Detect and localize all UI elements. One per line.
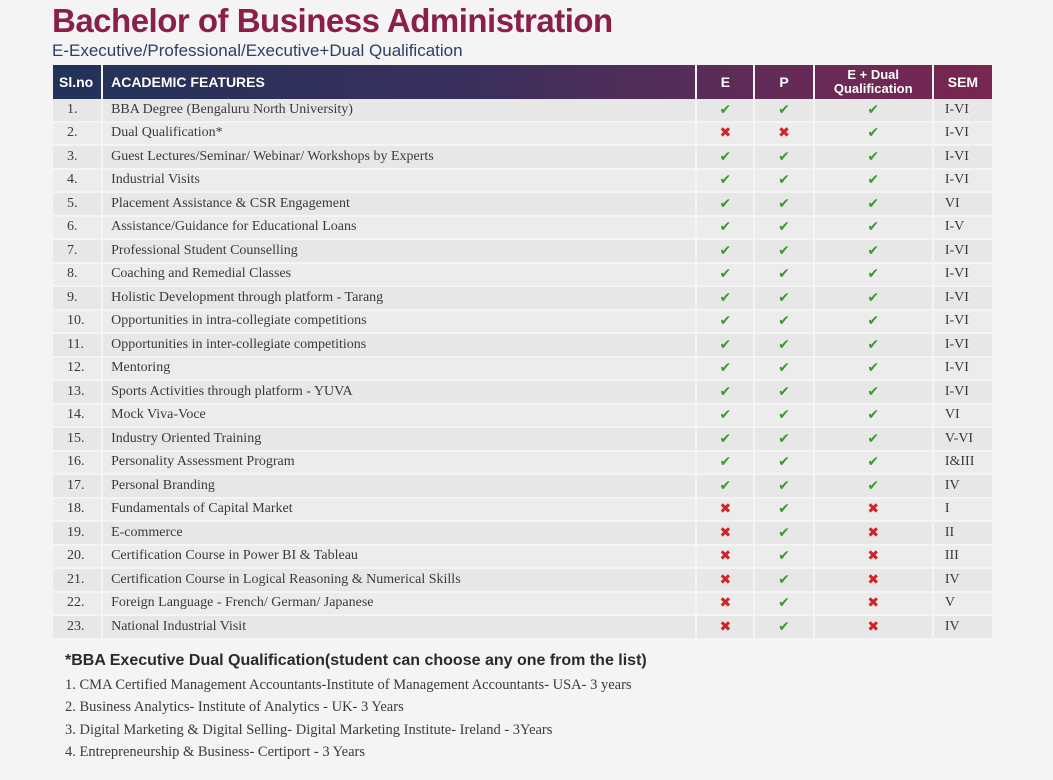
mark-dual [815, 381, 932, 405]
cross-icon: ✖ [719, 125, 732, 142]
mark-p [755, 123, 812, 147]
header-dual-line1: E + Dual [847, 67, 900, 82]
mark-p [755, 593, 812, 617]
semester-label: IV [934, 569, 992, 593]
mark-dual [815, 193, 932, 217]
row-number: 6. [53, 217, 101, 241]
table-row [53, 311, 992, 335]
mark-p [755, 381, 812, 405]
check-icon: ✔ [867, 125, 880, 142]
feature-label: Personality Assessment Program [103, 452, 695, 476]
page-subtitle: E-Executive/Professional/Executive+Dual Qualification [52, 41, 463, 60]
semester-label: I-VI [934, 170, 992, 194]
check-icon: ✔ [719, 360, 732, 377]
cross-icon: ✖ [719, 524, 732, 541]
semester-label: I-VI [934, 358, 992, 382]
cross-icon: ✖ [719, 571, 732, 588]
check-icon: ✔ [719, 242, 732, 259]
check-icon: ✔ [778, 548, 790, 565]
mark-dual [815, 546, 932, 570]
mark-dual [815, 334, 932, 358]
semester-label: II [934, 522, 992, 546]
table-row [53, 99, 992, 123]
mark-p [755, 616, 812, 640]
features-table [51, 65, 994, 640]
semester-label: III [934, 546, 992, 570]
row-number: 14. [53, 405, 101, 429]
check-icon: ✔ [867, 148, 880, 165]
mark-e [697, 334, 753, 358]
semester-label: I-VI [934, 240, 992, 264]
mark-dual [815, 240, 932, 264]
mark-p [755, 405, 812, 429]
feature-label: Mentoring [103, 358, 695, 382]
check-icon: ✔ [778, 242, 790, 259]
mark-dual [815, 405, 932, 429]
table-row [53, 264, 992, 288]
table-row [53, 287, 992, 311]
table-row [53, 146, 992, 170]
semester-label: I-VI [934, 287, 992, 311]
feature-label: National Industrial Visit [103, 616, 695, 640]
check-icon: ✔ [719, 313, 732, 330]
feature-label: E-commerce [103, 522, 695, 546]
cross-icon: ✖ [719, 501, 732, 518]
table-row [53, 170, 992, 194]
row-number: 23. [53, 616, 101, 640]
feature-label: Mock Viva-Voce [103, 405, 695, 429]
check-icon: ✔ [778, 313, 790, 330]
check-icon: ✔ [867, 289, 880, 306]
semester-label: I [934, 499, 992, 523]
check-icon: ✔ [778, 266, 790, 283]
check-icon: ✔ [778, 501, 790, 518]
semester-label: IV [934, 475, 992, 499]
check-icon: ✔ [867, 407, 880, 424]
header-dual-line2: Qualification [833, 81, 913, 96]
semester-label: IV [934, 616, 992, 640]
mark-e [697, 593, 753, 617]
mark-p [755, 264, 812, 288]
row-number: 8. [53, 264, 101, 288]
mark-e [697, 405, 753, 429]
row-number: 10. [53, 311, 101, 335]
mark-dual [815, 569, 932, 593]
mark-e [697, 123, 753, 147]
check-icon: ✔ [778, 101, 790, 118]
mark-p [755, 311, 812, 335]
table-body [53, 99, 992, 640]
check-icon: ✔ [719, 148, 732, 165]
mark-p [755, 240, 812, 264]
check-icon: ✔ [867, 313, 880, 330]
mark-dual [815, 146, 932, 170]
feature-label: Coaching and Remedial Classes [103, 264, 695, 288]
cross-icon: ✖ [867, 595, 880, 612]
mark-dual [815, 593, 932, 617]
table-row [53, 452, 992, 476]
feature-label: Sports Activities through platform - YUVA [103, 381, 695, 405]
check-icon: ✔ [719, 195, 732, 212]
check-icon: ✔ [867, 172, 880, 189]
check-icon: ✔ [778, 289, 790, 306]
row-number: 17. [53, 475, 101, 499]
check-icon: ✔ [778, 195, 790, 212]
mark-dual [815, 522, 932, 546]
semester-label: V-VI [934, 428, 992, 452]
check-icon: ✔ [719, 336, 732, 353]
footnote-item: 2. Business Analytics- Institute of Analytics - UK- 3 Years [65, 699, 404, 716]
row-number: 19. [53, 522, 101, 546]
check-icon: ✔ [867, 430, 880, 447]
table-row [53, 475, 992, 499]
mark-dual [815, 264, 932, 288]
mark-e [697, 522, 753, 546]
check-icon: ✔ [867, 336, 880, 353]
feature-label: Assistance/Guidance for Educational Loans [103, 217, 695, 241]
row-number: 22. [53, 593, 101, 617]
mark-e [697, 358, 753, 382]
footnote-list [65, 676, 632, 765]
check-icon: ✔ [719, 172, 732, 189]
mark-dual [815, 358, 932, 382]
table-row [53, 358, 992, 382]
mark-e [697, 264, 753, 288]
feature-label: Personal Branding [103, 475, 695, 499]
row-number: 11. [53, 334, 101, 358]
mark-dual [815, 499, 932, 523]
row-number: 18. [53, 499, 101, 523]
check-icon: ✔ [867, 477, 880, 494]
check-icon: ✔ [719, 101, 732, 118]
semester-label: VI [934, 405, 992, 429]
mark-p [755, 170, 812, 194]
page-title: Bachelor of Business Administration [52, 2, 613, 39]
row-number: 9. [53, 287, 101, 311]
semester-label: I-VI [934, 146, 992, 170]
check-icon: ✔ [867, 242, 880, 259]
check-icon: ✔ [778, 172, 790, 189]
check-icon: ✔ [867, 195, 880, 212]
row-number: 2. [53, 123, 101, 147]
feature-label: Guest Lectures/Seminar/ Webinar/ Workshops by Experts [103, 146, 695, 170]
check-icon: ✔ [778, 454, 790, 471]
feature-label: Dual Qualification* [103, 123, 695, 147]
mark-p [755, 428, 812, 452]
mark-p [755, 99, 812, 123]
mark-p [755, 546, 812, 570]
mark-e [697, 499, 753, 523]
cross-icon: ✖ [867, 618, 880, 635]
feature-label: Industry Oriented Training [103, 428, 695, 452]
header-e: E [697, 65, 753, 99]
semester-label: V [934, 593, 992, 617]
check-icon: ✔ [719, 407, 732, 424]
check-icon: ✔ [778, 383, 790, 400]
mark-p [755, 499, 812, 523]
mark-e [697, 170, 753, 194]
check-icon: ✔ [778, 360, 790, 377]
feature-label: Fundamentals of Capital Market [103, 499, 695, 523]
cross-icon: ✖ [778, 125, 790, 142]
check-icon: ✔ [778, 407, 790, 424]
check-icon: ✔ [778, 219, 790, 236]
mark-e [697, 428, 753, 452]
feature-label: Holistic Development through platform - Tarang [103, 287, 695, 311]
mark-dual [815, 452, 932, 476]
check-icon: ✔ [719, 430, 732, 447]
mark-e [697, 616, 753, 640]
cross-icon: ✖ [867, 524, 880, 541]
table-row [53, 405, 992, 429]
check-icon: ✔ [719, 383, 732, 400]
mark-dual [815, 311, 932, 335]
check-icon: ✔ [719, 289, 732, 306]
mark-dual [815, 475, 932, 499]
mark-e [697, 99, 753, 123]
row-number: 7. [53, 240, 101, 264]
row-number: 20. [53, 546, 101, 570]
mark-e [697, 546, 753, 570]
table-row [53, 381, 992, 405]
table-row [53, 546, 992, 570]
mark-p [755, 217, 812, 241]
mark-dual [815, 99, 932, 123]
cross-icon: ✖ [719, 595, 732, 612]
table-row [53, 240, 992, 264]
check-icon: ✔ [778, 571, 790, 588]
row-number: 16. [53, 452, 101, 476]
feature-label: BBA Degree (Bengaluru North University) [103, 99, 695, 123]
header-p: P [755, 65, 812, 99]
table-row [53, 569, 992, 593]
check-icon: ✔ [719, 266, 732, 283]
mark-dual [815, 217, 932, 241]
row-number: 21. [53, 569, 101, 593]
row-number: 13. [53, 381, 101, 405]
check-icon: ✔ [867, 219, 880, 236]
check-icon: ✔ [778, 595, 790, 612]
semester-label: I-VI [934, 99, 992, 123]
mark-p [755, 146, 812, 170]
check-icon: ✔ [867, 101, 880, 118]
semester-label: I-VI [934, 381, 992, 405]
footnote-item: 4. Entrepreneurship & Business- Certiport - 3 Years [65, 743, 366, 760]
feature-label: Opportunities in inter-collegiate competitions [103, 334, 695, 358]
check-icon: ✔ [867, 454, 880, 471]
mark-dual [815, 170, 932, 194]
check-icon: ✔ [778, 430, 790, 447]
table-row [53, 193, 992, 217]
mark-e [697, 475, 753, 499]
header-slno: Sl.no [53, 65, 101, 99]
table-header-row [53, 65, 992, 99]
mark-p [755, 358, 812, 382]
cross-icon: ✖ [867, 548, 880, 565]
table-row [53, 593, 992, 617]
row-number: 1. [53, 99, 101, 123]
mark-p [755, 475, 812, 499]
footnote-heading: *BBA Executive Dual Qualification(student can choose any one from the list) [65, 652, 647, 669]
mark-e [697, 217, 753, 241]
check-icon: ✔ [719, 219, 732, 236]
row-number: 5. [53, 193, 101, 217]
mark-dual [815, 287, 932, 311]
row-number: 4. [53, 170, 101, 194]
table-row [53, 522, 992, 546]
check-icon: ✔ [778, 148, 790, 165]
mark-e [697, 381, 753, 405]
semester-label: VI [934, 193, 992, 217]
footnote-item: 3. Digital Marketing & Digital Selling- Digital Marketing Institute- Ireland - 3Years [65, 721, 553, 738]
check-icon: ✔ [867, 266, 880, 283]
semester-label: I&III [934, 452, 992, 476]
mark-e [697, 311, 753, 335]
check-icon: ✔ [867, 360, 880, 377]
header-features: ACADEMIC FEATURES [103, 65, 695, 99]
check-icon: ✔ [719, 454, 732, 471]
mark-e [697, 569, 753, 593]
feature-label: Professional Student Counselling [103, 240, 695, 264]
table-row [53, 499, 992, 523]
check-icon: ✔ [778, 477, 790, 494]
cross-icon: ✖ [867, 571, 880, 588]
semester-label: I-V [934, 217, 992, 241]
mark-dual [815, 428, 932, 452]
mark-p [755, 193, 812, 217]
table-row [53, 123, 992, 147]
mark-p [755, 522, 812, 546]
table-row [53, 428, 992, 452]
table-row [53, 334, 992, 358]
feature-label: Opportunities in intra-collegiate competitions [103, 311, 695, 335]
mark-p [755, 569, 812, 593]
semester-label: I-VI [934, 264, 992, 288]
check-icon: ✔ [778, 336, 790, 353]
table-row [53, 616, 992, 640]
feature-label: Certification Course in Logical Reasoning & Numerical Skills [103, 569, 695, 593]
check-icon: ✔ [867, 383, 880, 400]
check-icon: ✔ [778, 618, 790, 635]
header-sem: SEM [934, 65, 992, 99]
table-row [53, 217, 992, 241]
feature-label: Industrial Visits [103, 170, 695, 194]
check-icon: ✔ [778, 524, 790, 541]
semester-label: I-VI [934, 334, 992, 358]
footnote-item: 1. CMA Certified Management Accountants-Institute of Management Accountants- USA- 3 years [65, 677, 632, 693]
feature-label: Foreign Language - French/ German/ Japanese [103, 593, 695, 617]
mark-e [697, 452, 753, 476]
check-icon: ✔ [719, 477, 732, 494]
cross-icon: ✖ [867, 501, 880, 518]
row-number: 3. [53, 146, 101, 170]
row-number: 15. [53, 428, 101, 452]
mark-e [697, 240, 753, 264]
mark-p [755, 287, 812, 311]
feature-label: Placement Assistance & CSR Engagement [103, 193, 695, 217]
semester-label: I-VI [934, 311, 992, 335]
cross-icon: ✖ [719, 618, 732, 635]
mark-p [755, 452, 812, 476]
semester-label: I-VI [934, 123, 992, 147]
mark-dual [815, 616, 932, 640]
feature-label: Certification Course in Power BI & Tableau [103, 546, 695, 570]
mark-e [697, 287, 753, 311]
mark-dual [815, 123, 932, 147]
cross-icon: ✖ [719, 548, 732, 565]
mark-p [755, 334, 812, 358]
mark-e [697, 146, 753, 170]
mark-e [697, 193, 753, 217]
header-dual [815, 65, 932, 99]
row-number: 12. [53, 358, 101, 382]
